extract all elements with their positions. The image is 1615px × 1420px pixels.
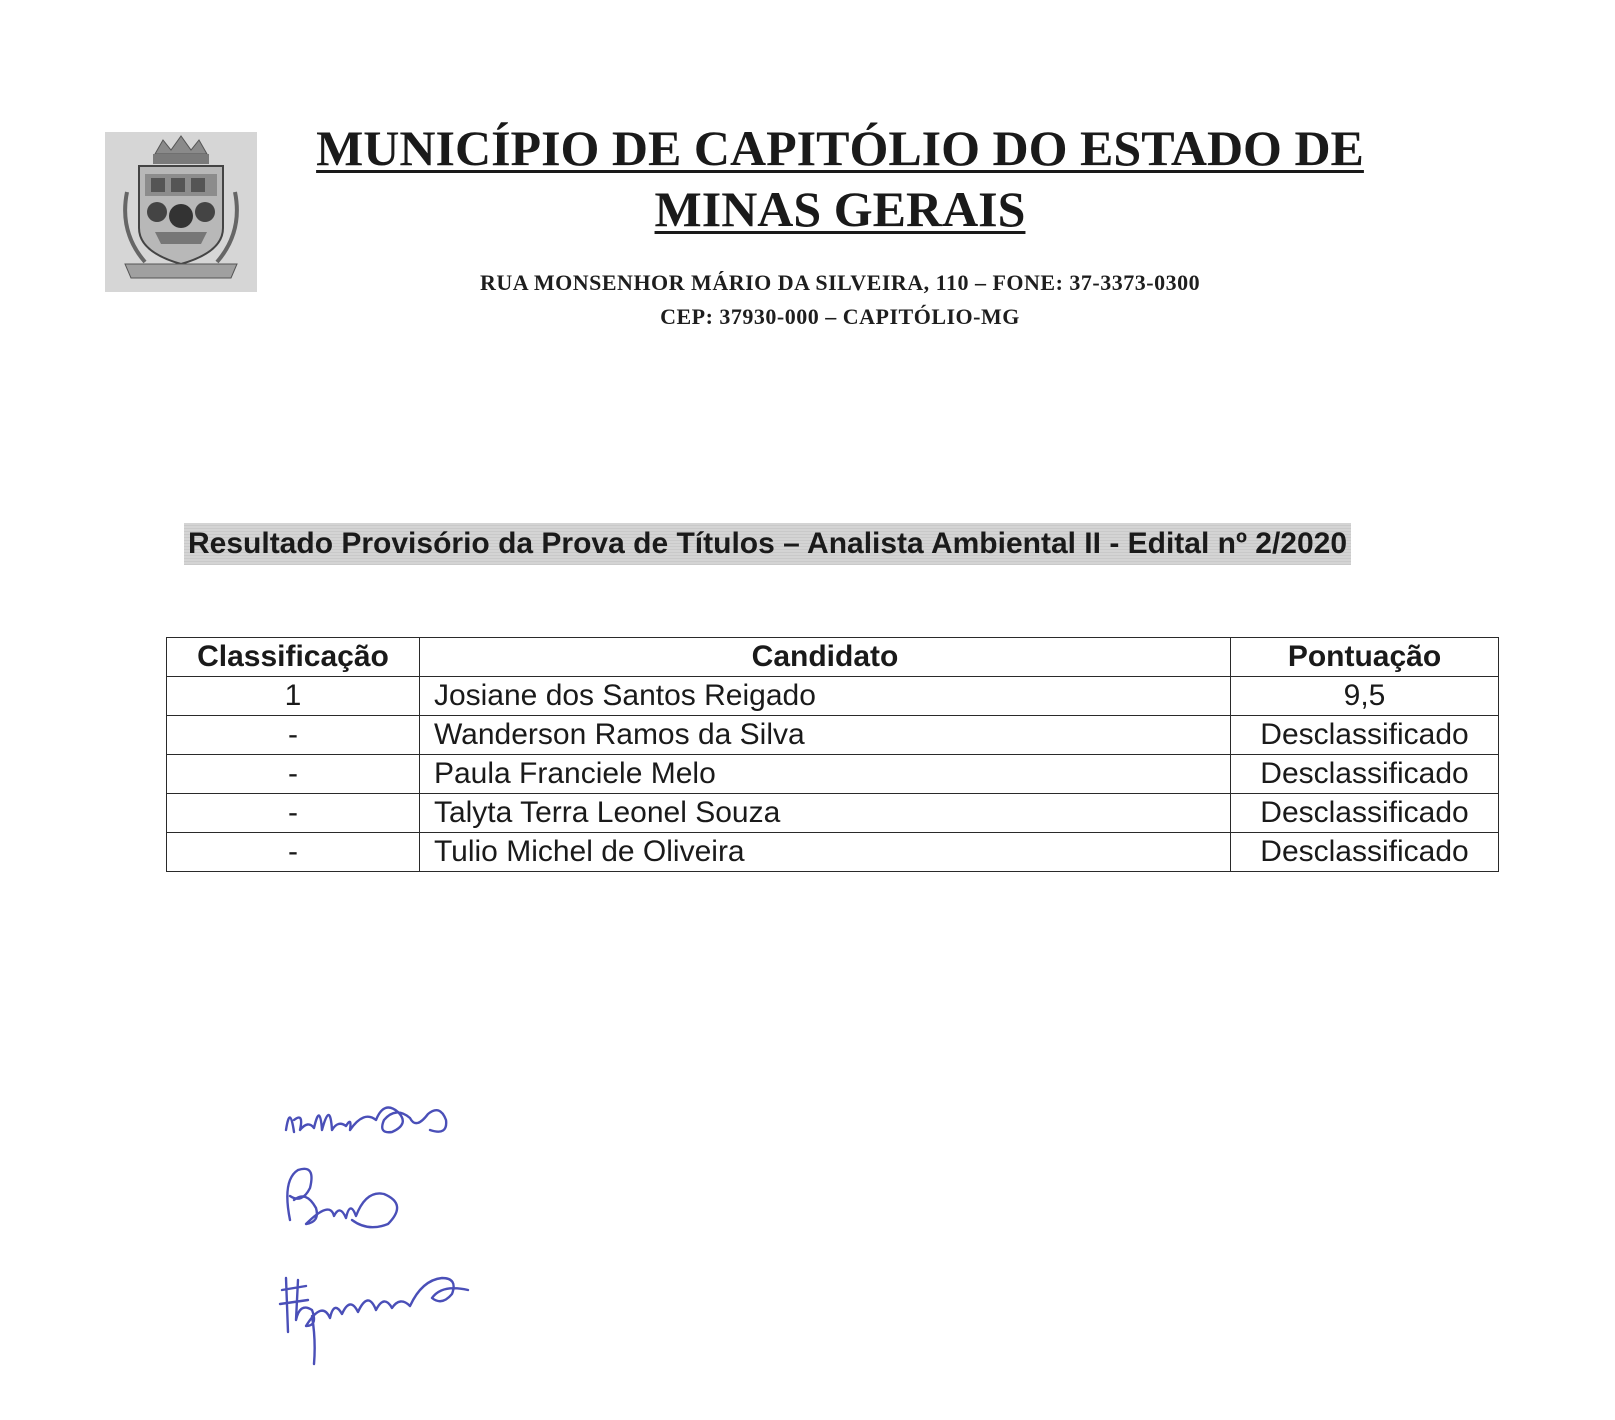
score-cell: Desclassificado — [1231, 755, 1499, 794]
table-row — [167, 794, 1499, 833]
coat-of-arms-icon — [105, 132, 257, 292]
candidate-cell: Josiane dos Santos Reigado — [419, 677, 1230, 716]
title-line-1: MUNICÍPIO DE CAPITÓLIO DO ESTADO DE — [316, 120, 1364, 176]
rank-cell: - — [167, 833, 420, 872]
candidate-cell: Tulio Michel de Oliveira — [419, 833, 1230, 872]
rank-cell: 1 — [167, 677, 420, 716]
signature-block — [270, 1090, 530, 1420]
header-classificacao: Classificação — [167, 638, 420, 677]
table-header-row — [167, 638, 1499, 677]
header-pontuacao: Pontuação — [1231, 638, 1499, 677]
rank-cell: - — [167, 755, 420, 794]
table-row — [167, 677, 1499, 716]
address-block — [300, 266, 1380, 334]
rank-cell: - — [167, 716, 420, 755]
score-cell: Desclassificado — [1231, 716, 1499, 755]
document-subtitle: Resultado Provisório da Prova de Títulos – Analista Ambiental II - Edital nº 2/2020 — [184, 523, 1351, 565]
title-line-2: MINAS GERAIS — [654, 181, 1026, 237]
address-line-1: RUA MONSENHOR MÁRIO DA SILVEIRA, 110 – FONE: 37-3373-0300 — [479, 270, 1201, 295]
signature-3 — [272, 1260, 492, 1370]
document-subtitle-wrap — [184, 523, 1492, 565]
signature-2 — [276, 1160, 416, 1240]
score-cell: Desclassificado — [1231, 794, 1499, 833]
candidate-cell: Wanderson Ramos da Silva — [419, 716, 1230, 755]
results-table — [166, 637, 1499, 872]
rank-cell: - — [167, 794, 420, 833]
header-candidato: Candidato — [419, 638, 1230, 677]
score-cell: 9,5 — [1231, 677, 1499, 716]
table-row — [167, 833, 1499, 872]
score-cell: Desclassificado — [1231, 833, 1499, 872]
table-row — [167, 755, 1499, 794]
municipal-crest-icon — [105, 132, 257, 292]
table-row — [167, 716, 1499, 755]
candidate-cell: Paula Franciele Melo — [419, 755, 1230, 794]
address-line-2: CEP: 37930-000 – CAPITÓLIO-MG — [660, 304, 1020, 329]
signature-1 — [280, 1090, 460, 1150]
municipality-title — [270, 118, 1410, 240]
candidate-cell: Talyta Terra Leonel Souza — [419, 794, 1230, 833]
